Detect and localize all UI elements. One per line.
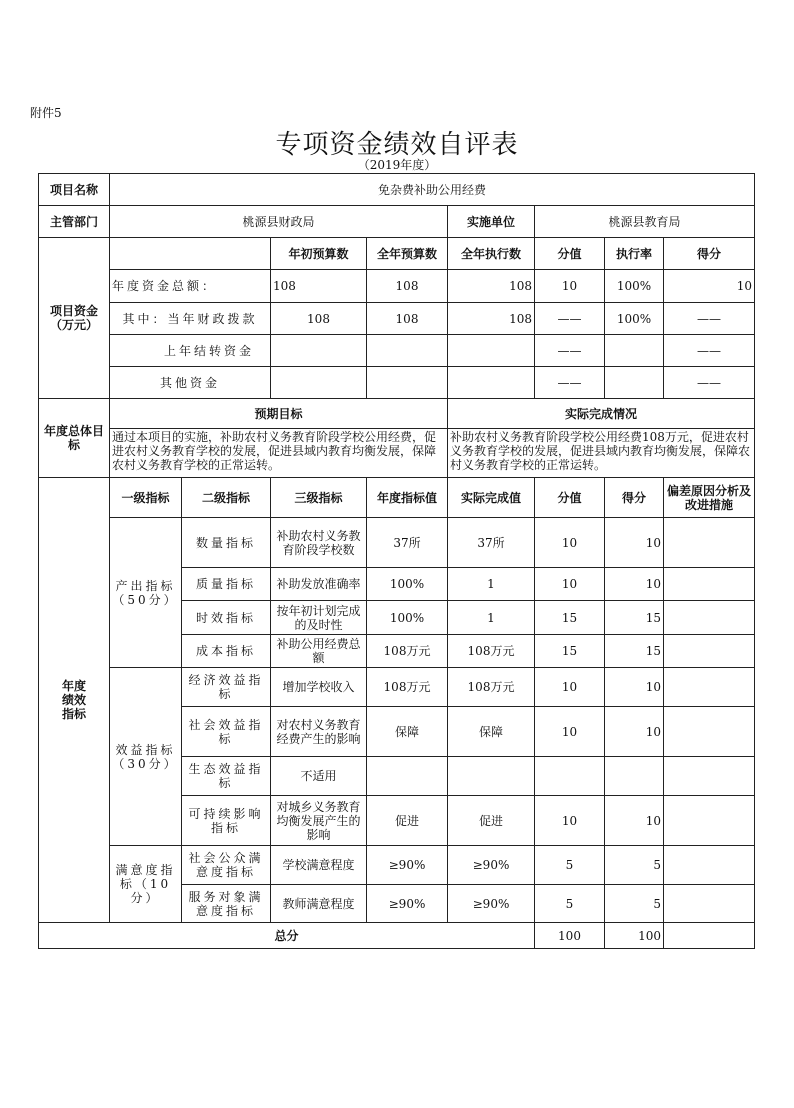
indicator-cell-score: 5: [604, 884, 664, 923]
funds-header: 全年执行数: [447, 237, 535, 270]
indicator-cell-note: [663, 845, 755, 885]
indicator-cell-l2: 社会公众满意度指标: [181, 845, 271, 885]
indicator-cell-l2: 服务对象满意度指标: [181, 884, 271, 923]
total-weight: 100: [534, 922, 605, 949]
indicator-cell-weight: 10: [534, 706, 605, 757]
indicator-cell-score: 10: [604, 706, 664, 757]
indicator-cell-weight: 15: [534, 634, 605, 668]
indicator-cell-weight: 10: [534, 567, 605, 601]
funds-cell-rate: [604, 334, 664, 367]
annex-label: 附件5: [30, 106, 62, 120]
indicator-cell-actual: 保障: [447, 706, 535, 757]
funds-cell-initial: 108: [270, 269, 367, 303]
indicator-cell-l3: 补助农村义务教育阶段学校数: [270, 517, 367, 568]
indicator-cell-note: [663, 634, 755, 668]
indicator-cell-note: [663, 795, 755, 846]
indicator-cell-actual: 108万元: [447, 634, 535, 668]
funds-cell-initial: 108: [270, 302, 367, 335]
indicator-cell-l2: 时效指标: [181, 600, 271, 635]
funds-header-blank: [109, 237, 271, 270]
funds-header: 执行率: [604, 237, 664, 270]
indicator-cell-actual: 1: [447, 600, 535, 635]
indicator-cell-target: 100%: [366, 567, 448, 601]
indicator-cell-l2: 成本指标: [181, 634, 271, 668]
funds-label-text: 项目资金 （万元）: [49, 304, 98, 332]
funds-cell-score: 10: [663, 269, 755, 303]
funds-cell-initial: [270, 366, 367, 399]
indicator-group: 满意度指标（10分）: [109, 845, 182, 923]
indicator-cell-l3: 补助发放准确率: [270, 567, 367, 601]
goals-label: 年度总体目标: [38, 398, 110, 478]
funds-cell-weight: 10: [534, 269, 605, 303]
actual-header: 实际完成情况: [447, 398, 755, 429]
indicator-cell-score: 10: [604, 795, 664, 846]
indicator-cell-l3: 学校满意程度: [270, 845, 367, 885]
dept-value: 桃源县财政局: [109, 205, 448, 238]
funds-label: [38, 237, 110, 399]
funds-cell-executed: [447, 334, 535, 367]
funds-cell-score: ——: [663, 366, 755, 399]
indicator-cell-note: [663, 884, 755, 923]
funds-row-label: 其中：当年财政拨款: [109, 302, 271, 335]
indicator-cell-actual: 1: [447, 567, 535, 601]
funds-cell-annual: 108: [366, 269, 448, 303]
funds-cell-annual: [366, 366, 448, 399]
indicator-cell-target: ≥90%: [366, 884, 448, 923]
total-note: [663, 922, 755, 949]
indicator-cell-l3: 教师满意程度: [270, 884, 367, 923]
expected-text: 通过本项目的实施，补助农村义务教育阶段学校公用经费，促进农村义务教育学校的发展，促进县域内教育均衡发展，保障农村义务教育学校的正常运转。: [109, 428, 448, 478]
indicator-header: 实际完成值: [447, 477, 535, 518]
indicator-cell-l2: 质量指标: [181, 567, 271, 601]
page-title: 专项资金绩效自评表: [275, 130, 519, 160]
funds-cell-initial: [270, 334, 367, 367]
indicator-cell-l2: 经济效益指标: [181, 667, 271, 707]
indicator-cell-l3: 不适用: [270, 756, 367, 796]
indicator-cell-target: 100%: [366, 600, 448, 635]
indicator-cell-actual: ≥90%: [447, 845, 535, 885]
indicator-cell-weight: 10: [534, 667, 605, 707]
indicator-cell-weight: 15: [534, 600, 605, 635]
indicator-cell-score: 10: [604, 667, 664, 707]
indicator-cell-weight: 10: [534, 517, 605, 568]
indicator-group: 产出指标（50分）: [109, 517, 182, 668]
indicator-cell-score: 15: [604, 600, 664, 635]
indicator-cell-target: ≥90%: [366, 845, 448, 885]
indicator-cell-note: [663, 600, 755, 635]
indicator-cell-score: 15: [604, 634, 664, 668]
indicator-cell-target: 促进: [366, 795, 448, 846]
funds-cell-executed: 108: [447, 302, 535, 335]
indicator-cell-score: 10: [604, 517, 664, 568]
indicator-header: 得分: [604, 477, 664, 518]
funds-cell-weight: ——: [534, 334, 605, 367]
indicator-cell-note: [663, 667, 755, 707]
indicator-cell-note: [663, 756, 755, 796]
indicator-cell-note: [663, 567, 755, 601]
funds-cell-annual: [366, 334, 448, 367]
indicator-cell-l3: 对农村义务教育经费产生的影响: [270, 706, 367, 757]
actual-text: 补助农村义务教育阶段学校公用经费108万元，促进农村义务教育学校的发展，促进县域内教育均衡发展，保障农村义务教育学校的正常运转。: [447, 428, 755, 478]
funds-header: 分值: [534, 237, 605, 270]
funds-cell-score: ——: [663, 302, 755, 335]
funds-cell-rate: 100%: [604, 269, 664, 303]
impl-label: 实施单位: [447, 205, 535, 238]
indicator-header: 年度指标值: [366, 477, 448, 518]
funds-cell-executed: [447, 366, 535, 399]
indicator-cell-l2: 可持续影响指标: [181, 795, 271, 846]
indicator-cell-l2: 数量指标: [181, 517, 271, 568]
funds-cell-annual: 108: [366, 302, 448, 335]
indicator-header: 三级指标: [270, 477, 367, 518]
funds-cell-weight: ——: [534, 366, 605, 399]
total-score: 100: [604, 922, 664, 949]
indicator-cell-weight: [534, 756, 605, 796]
indicator-cell-note: [663, 706, 755, 757]
indicator-cell-target: 108万元: [366, 634, 448, 668]
indicator-cell-target: 保障: [366, 706, 448, 757]
indicator-cell-l3: 对城乡义务教育均衡发展产生的影响: [270, 795, 367, 846]
indicator-cell-target: 108万元: [366, 667, 448, 707]
indicator-cell-l3: 增加学校收入: [270, 667, 367, 707]
indicator-cell-score: 5: [604, 845, 664, 885]
total-label: 总分: [38, 922, 535, 949]
indicator-cell-l2: 社会效益指标: [181, 706, 271, 757]
funds-row-label: 其他资金: [109, 366, 271, 399]
indicator-header: 二级指标: [181, 477, 271, 518]
indicator-cell-actual: 促进: [447, 795, 535, 846]
indicators-label: [38, 477, 110, 923]
indicator-cell-actual: [447, 756, 535, 796]
funds-header: 得分: [663, 237, 755, 270]
funds-cell-executed: 108: [447, 269, 535, 303]
dept-label: 主管部门: [38, 205, 110, 238]
funds-header: 全年预算数: [366, 237, 448, 270]
indicator-cell-note: [663, 517, 755, 568]
indicator-cell-l3: 按年初计划完成的及时性: [270, 600, 367, 635]
indicator-cell-l3: 补助公用经费总额: [270, 634, 367, 668]
project-name-label: 项目名称: [38, 173, 110, 206]
funds-cell-score: ——: [663, 334, 755, 367]
funds-cell-weight: ——: [534, 302, 605, 335]
indicator-cell-weight: 5: [534, 884, 605, 923]
indicator-cell-weight: 10: [534, 795, 605, 846]
funds-row-label: 上年结转资金: [109, 334, 271, 367]
impl-value: 桃源县教育局: [534, 205, 755, 238]
indicator-cell-actual: 37所: [447, 517, 535, 568]
funds-cell-rate: [604, 366, 664, 399]
indicator-group: 效益指标（30分）: [109, 667, 182, 846]
funds-header: 年初预算数: [270, 237, 367, 270]
indicator-cell-score: 10: [604, 567, 664, 601]
page-subtitle: （2019年度）: [357, 158, 437, 172]
project-name-value: 免杂费补助公用经费: [109, 173, 755, 206]
indicator-cell-actual: ≥90%: [447, 884, 535, 923]
indicator-header: 偏差原因分析及改进措施: [663, 477, 755, 518]
indicator-cell-target: 37所: [366, 517, 448, 568]
indicator-cell-actual: 108万元: [447, 667, 535, 707]
indicator-cell-l2: 生态效益指标: [181, 756, 271, 796]
indicator-header: 分值: [534, 477, 605, 518]
indicator-cell-weight: 5: [534, 845, 605, 885]
evaluation-table: [39, 174, 755, 950]
indicator-cell-target: [366, 756, 448, 796]
funds-row-label: 年度资金总额：: [109, 269, 271, 303]
expected-header: 预期目标: [109, 398, 448, 429]
funds-cell-rate: 100%: [604, 302, 664, 335]
indicator-cell-score: [604, 756, 664, 796]
indicator-header: 一级指标: [109, 477, 182, 518]
indicators-label-text: 年度 绩效 指标: [61, 679, 86, 721]
